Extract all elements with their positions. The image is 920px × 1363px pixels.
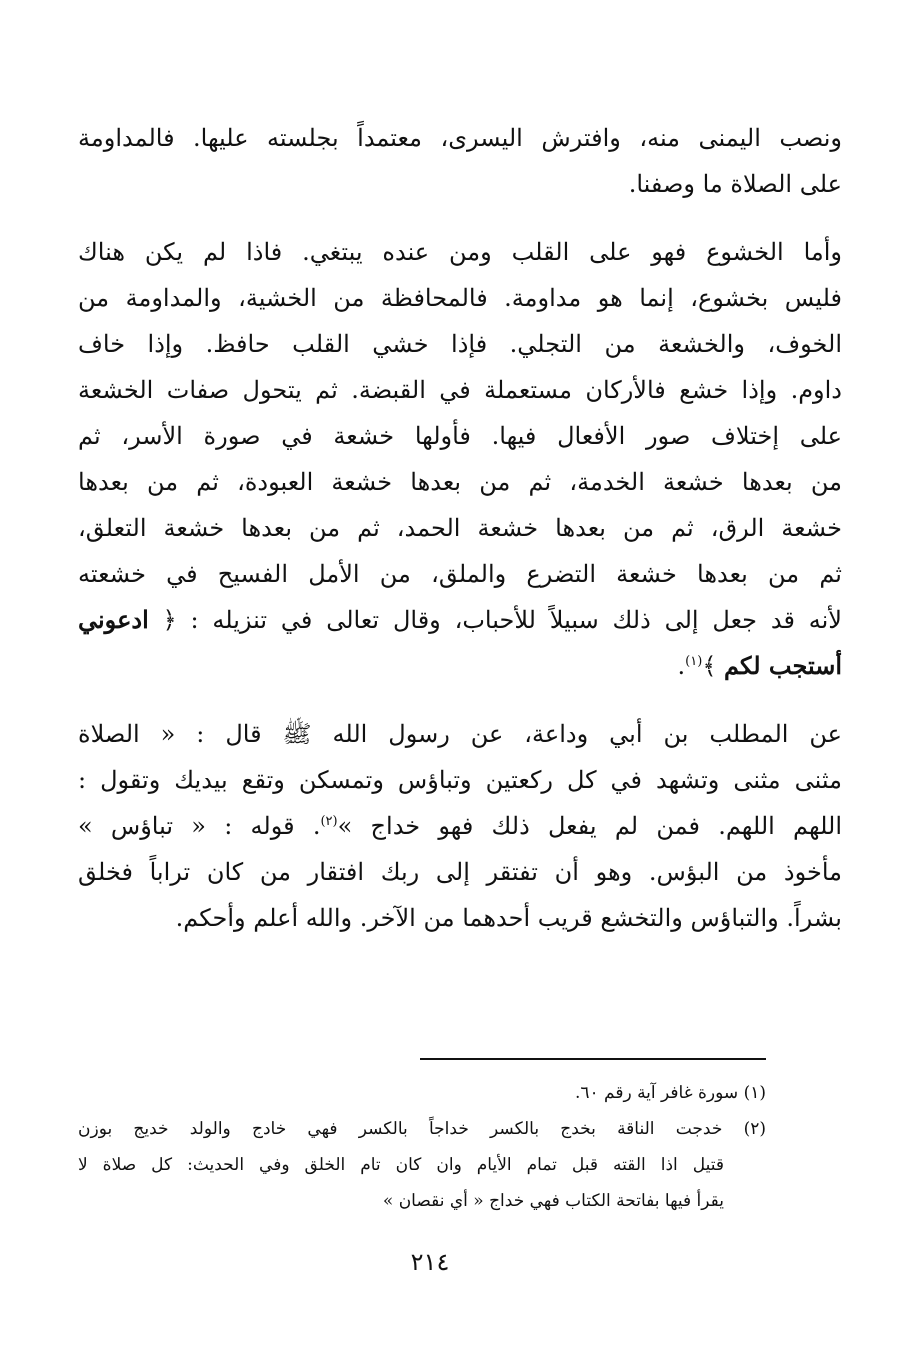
text-line: وأما الخشوع فهو على القلب ومن عنده يبتغي. فاذا لم يكن هناك bbox=[78, 238, 842, 266]
text-fragment: اللهم اللهم. فمن لم يفعل ذلك فهو خداج » bbox=[337, 812, 842, 840]
text-line: من بعدها خشعة الخدمة، ثم من بعدها خشعة العبودة، ثم من بعدها bbox=[78, 468, 842, 496]
footnote-marker: (٢) bbox=[743, 1119, 766, 1139]
text-line: الخوف، والخشعة من التجلي. فإذا خشي القلب حافظ. وإذا خاف bbox=[78, 330, 842, 358]
text-fragment: قال : « الصلاة bbox=[78, 720, 262, 748]
text-line-quran-open bbox=[78, 597, 842, 643]
paragraph-3 bbox=[78, 711, 842, 941]
text-line: فليس بخشوع، إنما هو مداومة. فالمحافظة من الخشية، والمداومة من bbox=[78, 284, 842, 312]
paragraph-1 bbox=[78, 115, 842, 207]
footnote-text: سورة غافر آية رقم ٦٠. bbox=[574, 1083, 739, 1103]
text-line: على الصلاة ما وصفنا. bbox=[628, 170, 842, 198]
footnote-2 bbox=[78, 1111, 766, 1147]
footnotes bbox=[78, 1075, 766, 1219]
text-line: داوم. وإذا خشع فالأركان مستعملة في القبضة. ثم يتحول صفات الخشعة bbox=[78, 376, 842, 404]
text-line: مأخوذ من البؤس. وهو أن تفتقر إلى ربك افتقار من كان تراباً فخلق bbox=[78, 858, 842, 886]
honorific-ligature: ﷺ bbox=[282, 720, 312, 748]
text-fragment: . قوله : « تباؤس » bbox=[78, 812, 321, 840]
quran-verse-start: ادعوني bbox=[78, 605, 149, 634]
footnote-text: خدجت الناقة بخدج بالكسر خداجاً بالكسر فهي خادج والولد خديج بوزن bbox=[78, 1119, 723, 1139]
footnote-1 bbox=[78, 1075, 766, 1111]
footnote-marker: (١) bbox=[743, 1083, 766, 1103]
quran-bracket-close: ﴾ bbox=[702, 652, 717, 680]
text-fragment: عن المطلب بن أبي وداعة، عن رسول الله bbox=[332, 720, 842, 748]
text-line: ثم من بعدها خشعة التضرع والملق، من الأمل الفسيح في خشعته bbox=[78, 560, 842, 588]
text-line-hadith-open bbox=[78, 711, 842, 757]
text-line: مثنى مثنى وتشهد في كل ركعتين وتباؤس وتمسكن وتقع بيديك وتقول : bbox=[78, 766, 842, 794]
page-body bbox=[78, 115, 842, 963]
quran-verse-end: أستجب لكم bbox=[724, 651, 842, 680]
text-line: على إختلاف صور الأفعال فيها. فأولها خشعة في صورة الأسر، ثم bbox=[78, 422, 842, 450]
footnote-separator bbox=[420, 1058, 766, 1060]
text-line: خشعة الرق، ثم من بعدها خشعة الحمد، ثم من بعدها خشعة التعلق، bbox=[78, 514, 842, 542]
text-line: ونصب اليمنى منه، وافترش اليسرى، معتمداً بجلسته عليها. فالمداومة bbox=[78, 124, 842, 152]
text-line-hadith-close bbox=[78, 803, 842, 849]
footnote-ref-1[interactable]: (١) bbox=[685, 654, 703, 669]
text-line: بشراً. والتباؤس والتخشع قريب أحدهما من الآخر. والله أعلم وأحكم. bbox=[175, 904, 842, 932]
text-fragment: . bbox=[677, 652, 686, 680]
footnote-2-continuation: يقرأ فيها بفاتحة الكتاب فهي خداج « أي نقصان » bbox=[382, 1191, 724, 1211]
text-fragment: لأنه قد جعل إلى ذلك سبيلاً للأحباب، وقال تعالى في تنزيله : ﴿ bbox=[162, 606, 842, 634]
text-line-quran-close bbox=[78, 643, 842, 689]
paragraph-2 bbox=[78, 229, 842, 689]
footnote-2-continuation: قتيل اذا القته قبل تمام الأيام وان كان تام الخلق وفي الحديث: كل صلاة لا bbox=[78, 1155, 724, 1175]
page-number: ٢١٤ bbox=[410, 1248, 450, 1276]
footnote-ref-2[interactable]: (٢) bbox=[320, 814, 338, 829]
